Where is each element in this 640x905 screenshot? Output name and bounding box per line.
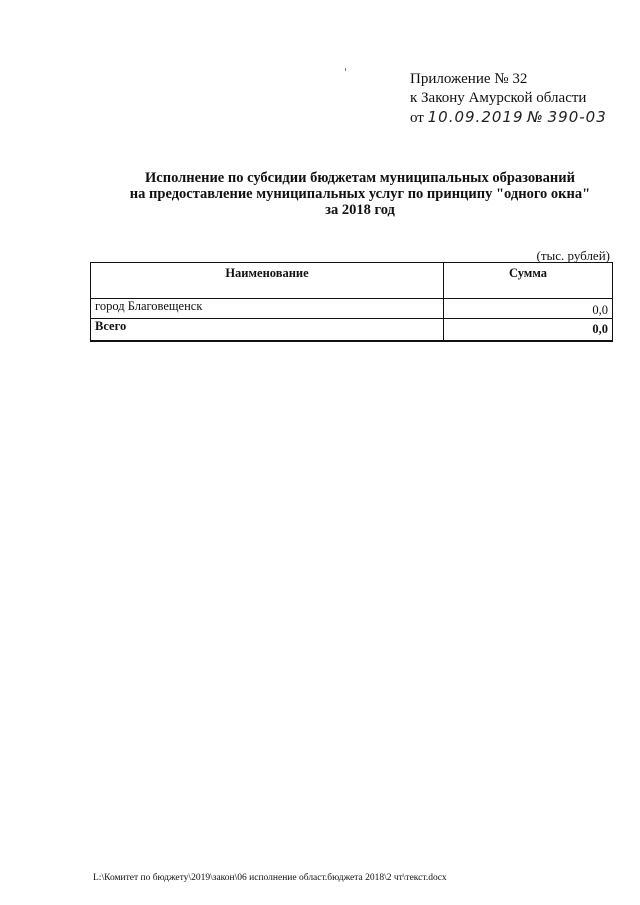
appendix-date-line	[410, 108, 607, 128]
total-name: Всего	[91, 319, 444, 342]
stray-mark	[345, 68, 346, 71]
document-title	[100, 170, 620, 218]
header-name: Наименование	[91, 263, 444, 299]
handwritten-date: 10.09.2019	[427, 108, 524, 126]
handwritten-law-number: 390-03	[547, 108, 607, 126]
appendix-number: Приложение № 32	[410, 71, 528, 87]
row-name: город Благовещенск	[91, 299, 444, 319]
handwritten-number-sign: №	[527, 108, 544, 126]
header-sum: Сумма	[444, 263, 613, 299]
appendix-law-reference: к Закону Амурской области	[410, 90, 587, 106]
title-line-3: за 2018 год	[325, 202, 395, 218]
appendix-block	[410, 70, 607, 128]
subsidy-table	[90, 262, 613, 342]
date-prefix: от	[410, 110, 424, 126]
total-sum: 0,0	[444, 319, 613, 342]
file-path-footer: L:\Комитет по бюджету\2019\закон\06 исполнение област.бюджета 2018\2 чт\текст.docx	[93, 873, 447, 883]
title-line-2: на предоставление муниципальных услуг по принципу "одного окна"	[129, 186, 591, 202]
table-total-row	[91, 319, 613, 342]
row-sum: 0,0	[444, 299, 613, 319]
table-header-row	[91, 263, 613, 299]
units-label: (тыс. рублей)	[536, 248, 610, 263]
title-line-1: Исполнение по субсидии бюджетам муниципальных образований	[145, 170, 575, 186]
table-row	[91, 299, 613, 319]
